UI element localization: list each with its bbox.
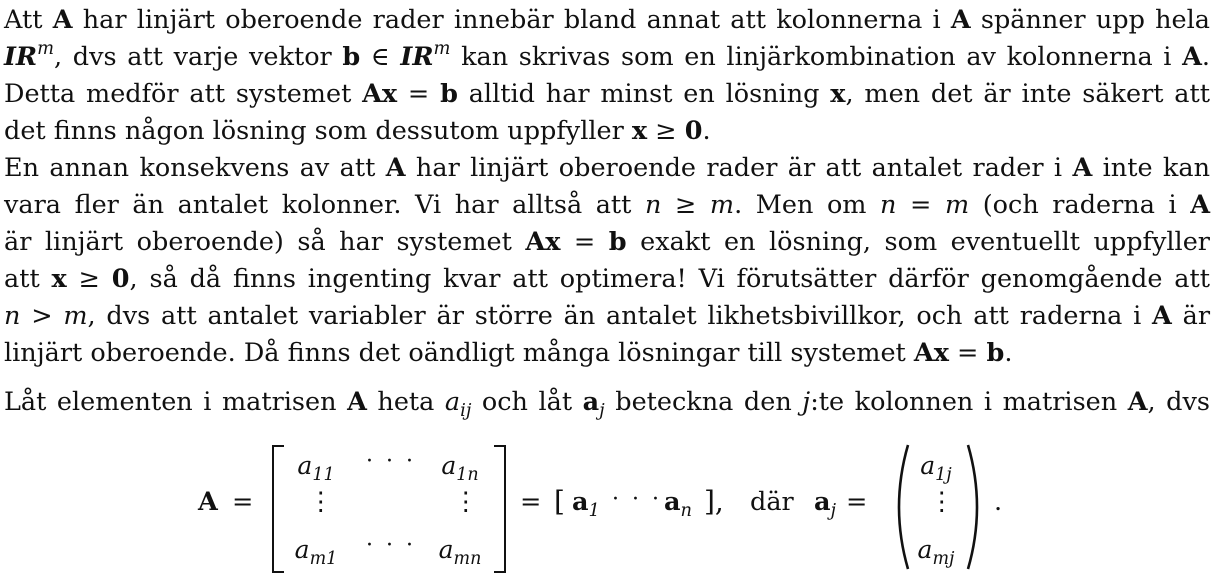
document-page: [4, 2, 1210, 421]
paragraph-2: [4, 150, 1210, 372]
row-left-bracket: [: [554, 485, 565, 518]
text-line: Låt elementen i matrisen A heta $a_{ij}$ och låt $a_j$ beteckna den j:te kolonnen i matrisen A, dvs: [4, 387, 1210, 422]
equals-sign: =: [232, 487, 254, 517]
paragraph-1: [4, 2, 1210, 150]
column-vector-a1: $a_1$: [572, 487, 600, 522]
matrix-entry-a11: $a_{11}$: [297, 451, 335, 485]
text-line: Att A har linjärt oberoende rader innebär bland annat att kolonnerna i A spänner upp hela: [4, 5, 1210, 35]
column-vector-aj: $a_j$: [814, 487, 837, 522]
equals-sign: =: [846, 487, 868, 517]
text-line: att x ≥ 0, så då finns ingenting kvar att optimera! Vi förutsätter därför genomgående att: [4, 264, 1210, 294]
text-line: linjärt oberoende. Då finns det oändligt många lösningar till systemet Ax = b.: [4, 338, 1013, 368]
row-ellipsis: · · ·: [366, 449, 416, 474]
text-line: En annan konsekvens av att A har linjärt oberoende rader är att antalet rader i A inte kan: [4, 153, 1210, 183]
matrix-symbol: A: [198, 487, 218, 517]
row-ellipsis: · · ·: [612, 487, 662, 512]
row-right-bracket: ],: [704, 485, 724, 518]
dar-text: där: [750, 487, 794, 517]
text-line: är linjärt oberoende) så har systemet Ax = b exakt en lösning, som eventuellt uppfyller: [4, 227, 1210, 257]
matrix-entry-amn: $a_{mn}$: [438, 535, 482, 569]
column-ellipsis: ⋮: [929, 487, 955, 517]
column-ellipsis: ⋮: [308, 487, 334, 517]
period: .: [994, 487, 1003, 517]
equals-sign: =: [520, 487, 542, 517]
text-line: vara fler än antalet kolonner. Vi har alltså att n ≥ m. Men om n = m (och raderna i A: [4, 190, 1210, 220]
text-line: $IR^m$, dvs att varje vektor b ∈ $IR^m$ kan skrivas som en linjärkombination av kolonnerna i A.: [4, 37, 1210, 72]
matrix-entry-am1: $a_{m1}$: [294, 535, 338, 569]
vector-entry-a1j: $a_{1j}$: [920, 451, 952, 485]
row-ellipsis: · · ·: [366, 533, 416, 558]
text-line: n > m, dvs att antalet variabler är större än antalet likhetsbivillkor, och att raderna i A är: [4, 301, 1211, 331]
text-line: det finns någon lösning som dessutom uppfyller x ≥ 0.: [4, 116, 711, 146]
text-line: Detta medför att systemet Ax = b alltid har minst en lösning x, men det är inte säkert att: [4, 79, 1211, 109]
matrix-equation: [198, 441, 1018, 571]
matrix-entry-a1n: $a_{1n}$: [441, 451, 479, 485]
column-vector-an: $a_n$: [664, 487, 693, 522]
column-ellipsis: ⋮: [453, 487, 479, 517]
paragraph-3: [4, 384, 1210, 421]
vector-entry-amj: $a_{mj}$: [917, 535, 955, 569]
